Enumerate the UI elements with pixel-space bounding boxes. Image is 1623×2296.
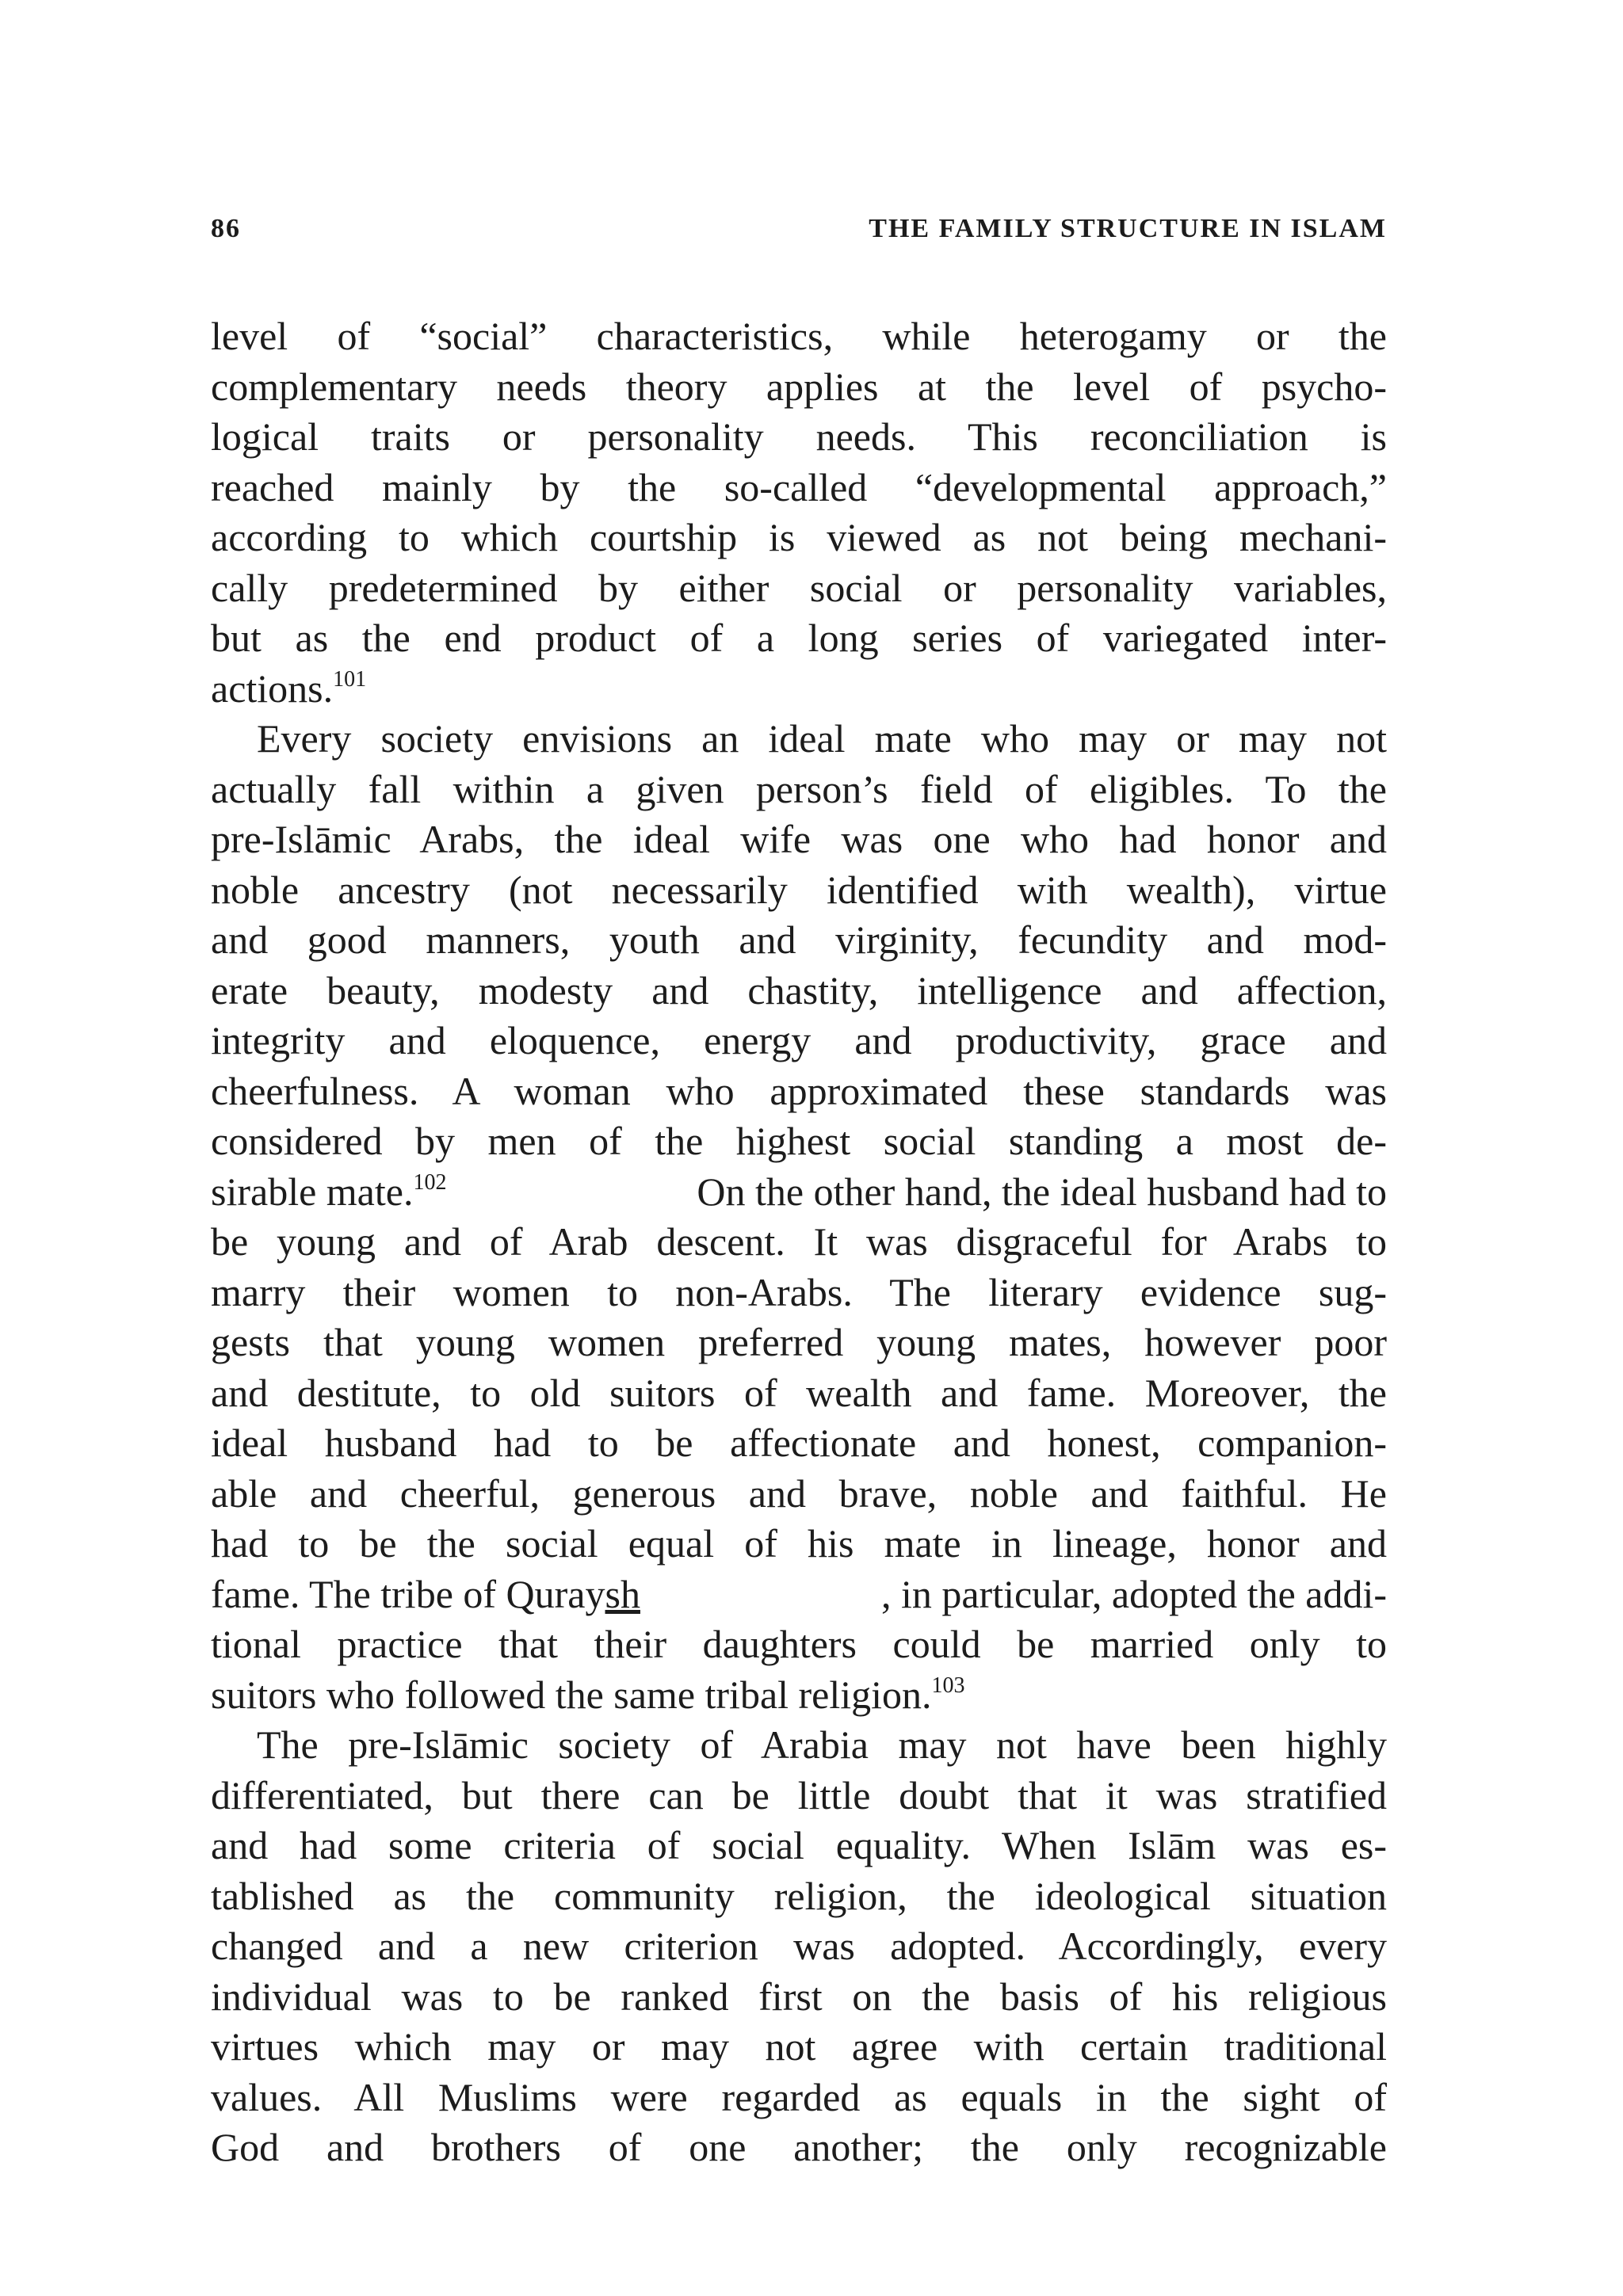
text-line: virtues which may or may not agree with certain traditional bbox=[211, 2024, 1387, 2069]
text-line: reached mainly by the so-called “developmental approach,” bbox=[211, 464, 1387, 509]
text-line: but as the end product of a long series of variegated inter- bbox=[211, 616, 1387, 660]
text-line: and had some criteria of social equality. When Islām was es- bbox=[211, 1823, 1387, 1867]
text-line bbox=[211, 664, 1387, 715]
text-line: able and cheerful, generous and brave, noble and faithful. He bbox=[211, 1470, 1387, 1516]
text-line: be young and of Arab descent. It was disgraceful for Arabs to bbox=[211, 1219, 1387, 1264]
paragraph-3 bbox=[211, 1720, 1387, 2173]
paragraph-2 bbox=[211, 714, 1387, 1720]
text-line: logical traits or personality needs. This reconciliation is bbox=[211, 414, 1387, 459]
text-line: cheerfulness. A woman who approximated these standards was bbox=[211, 1068, 1387, 1113]
text-line: God and brothers of one another; the only recognizable bbox=[211, 2125, 1387, 2169]
text-line: complementary needs theory applies at the level of psycho- bbox=[211, 364, 1387, 409]
text-line: actually fall within a given person’s field of eligibles. To the bbox=[211, 766, 1387, 811]
text-fragment: actions. bbox=[211, 666, 334, 711]
paragraph-1 bbox=[211, 311, 1387, 714]
text-line: noble ancestry (not necessarily identified with wealth), virtue bbox=[211, 867, 1387, 912]
text-fragment: sirable mate. bbox=[211, 1169, 414, 1214]
text-line: The pre-Islāmic society of Arabia may not have been highly bbox=[257, 1722, 1387, 1767]
text-fragment: , in particular, adopted the addi- bbox=[880, 1571, 1387, 1616]
text-line: cally predetermined by either social or personality variables, bbox=[211, 565, 1387, 610]
text-line: marry their women to non-Arabs. The literary evidence sug- bbox=[211, 1269, 1387, 1314]
text-line bbox=[211, 1569, 1387, 1620]
text-line: Every society envisions an ideal mate who may or may not bbox=[257, 716, 1387, 761]
text-line: values. All Muslims were regarded as equals in the sight of bbox=[211, 2074, 1387, 2119]
text-line bbox=[211, 1670, 1387, 1721]
running-head bbox=[211, 214, 1387, 254]
text-line bbox=[211, 1167, 1387, 1218]
text-line: tional practice that their daughters could be married only to bbox=[211, 1622, 1387, 1666]
text-fragment: On the other hand, the ideal husband had to bbox=[697, 1169, 1387, 1214]
text-line: had to be the social equal of his mate in lineage, honor and bbox=[211, 1521, 1387, 1566]
text-fragment bbox=[211, 1167, 446, 1218]
page-number: 86 bbox=[211, 214, 241, 243]
text-line: level of “social” characteristics, while heterogamy or the bbox=[211, 314, 1387, 358]
underlined-transliteration: sh bbox=[605, 1571, 640, 1616]
text-line: integrity and eloquence, energy and productivity, grace and bbox=[211, 1018, 1387, 1062]
text-line: according to which courtship is viewed as not being mechani- bbox=[211, 515, 1387, 559]
text-fragment bbox=[211, 1569, 640, 1620]
text-line: changed and a new criterion was adopted. Accordingly, every bbox=[211, 1924, 1387, 1968]
text-fragment: suitors who followed the same tribal religion. bbox=[211, 1672, 932, 1717]
text-line: ideal husband had to be affectionate and honest, companion- bbox=[211, 1421, 1387, 1465]
footnote-reference: 103 bbox=[931, 1672, 965, 1698]
footnote-reference: 102 bbox=[413, 1169, 447, 1195]
text-line: individual was to be ranked first on the basis of his religious bbox=[211, 1974, 1387, 2019]
text-line: differentiated, but there can be little doubt that it was stratified bbox=[211, 1772, 1387, 1817]
text-line: and destitute, to old suitors of wealth and fame. Moreover, the bbox=[211, 1370, 1387, 1415]
running-title: THE FAMILY STRUCTURE IN ISLAM bbox=[869, 214, 1387, 243]
text-line: and good manners, youth and virginity, fecundity and mod- bbox=[211, 917, 1387, 962]
text-line: considered by men of the highest social standing a most de- bbox=[211, 1119, 1387, 1163]
text-line: pre-Islāmic Arabs, the ideal wife was one who had honor and bbox=[211, 817, 1387, 861]
text-fragment: fame. The tribe of Quray bbox=[211, 1571, 605, 1616]
text-line: gests that young women preferred young mates, however poor bbox=[211, 1320, 1387, 1364]
text-line: erate beauty, modesty and chastity, intelligence and affection, bbox=[211, 967, 1387, 1013]
footnote-reference: 101 bbox=[333, 666, 367, 692]
text-line: tablished as the community religion, the ideological situation bbox=[211, 1873, 1387, 1918]
body-text bbox=[211, 311, 1387, 2173]
